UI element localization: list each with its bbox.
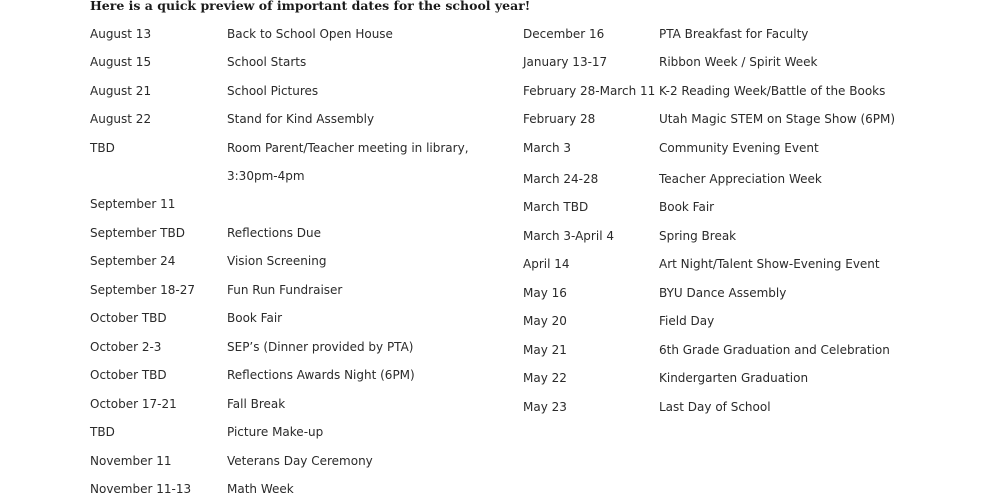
event-name: Room Parent/Teacher meeting in library, xyxy=(227,141,469,155)
event-name: Utah Magic STEM on Stage Show (6PM) xyxy=(659,112,896,126)
event-date: August 22 xyxy=(90,112,152,126)
event-date: TBD xyxy=(90,425,115,439)
event-name: Spring Break xyxy=(659,229,737,243)
event-name: Kindergarten Graduation xyxy=(659,371,809,385)
event-date: February 28 xyxy=(523,112,596,126)
event-name: Fun Run Fundraiser xyxy=(227,283,343,297)
event-date: October TBD xyxy=(90,311,167,325)
event-date: September 24 xyxy=(90,254,176,268)
event-date: May 16 xyxy=(523,286,567,300)
event-date: December 16 xyxy=(523,27,605,41)
event-date: November 11-13 xyxy=(90,482,192,496)
event-date: October 17-21 xyxy=(90,397,177,411)
event-name: K-2 Reading Week/Battle of the Books xyxy=(659,84,886,98)
calendar-row xyxy=(0,83,1000,99)
event-name: Veterans Day Ceremony xyxy=(227,454,373,468)
event-date: September 11 xyxy=(90,197,176,211)
event-date: May 22 xyxy=(523,371,567,385)
calendar-row xyxy=(0,171,1000,187)
calendar-row xyxy=(0,342,1000,358)
event-date: May 20 xyxy=(523,314,567,328)
event-name: Book Fair xyxy=(659,200,715,214)
event-date: October 2-3 xyxy=(90,340,162,354)
calendar-row xyxy=(0,256,1000,272)
event-name: Math Week xyxy=(227,482,294,496)
event-date: May 21 xyxy=(523,343,567,357)
calendar-row xyxy=(0,453,500,469)
event-name: PTA Breakfast for Faculty xyxy=(659,27,809,41)
calendar-row xyxy=(0,26,1000,42)
calendar-row xyxy=(0,313,1000,329)
event-name: Vision Screening xyxy=(227,254,327,268)
event-date: August 13 xyxy=(90,27,152,41)
event-date: November 11 xyxy=(90,454,172,468)
calendar-row xyxy=(0,199,1000,215)
calendar-row xyxy=(0,481,500,497)
event-date: September 18-27 xyxy=(90,283,196,297)
page-heading: Here is a quick preview of important dates for the school year! xyxy=(90,0,531,13)
calendar-row xyxy=(0,140,1000,156)
event-name: Reflections Awards Night (6PM) xyxy=(227,368,415,382)
calendar-row xyxy=(0,285,1000,301)
event-name: Teacher Appreciation Week xyxy=(659,172,822,186)
event-date: April 14 xyxy=(523,257,570,271)
event-name: Stand for Kind Assembly xyxy=(227,112,375,126)
event-name: Book Fair xyxy=(227,311,283,325)
event-name: Picture Make-up xyxy=(227,425,324,439)
event-date: August 21 xyxy=(90,84,152,98)
event-date: March 24-28 xyxy=(523,172,599,186)
event-date: August 15 xyxy=(90,55,152,69)
event-date: March TBD xyxy=(523,200,589,214)
event-name: Ribbon Week / Spirit Week xyxy=(659,55,818,69)
calendar-row xyxy=(0,111,1000,127)
calendar-row xyxy=(0,370,1000,386)
event-date: May 23 xyxy=(523,400,567,414)
event-name: School Pictures xyxy=(227,84,319,98)
event-name: Last Day of School xyxy=(659,400,771,414)
event-date: October TBD xyxy=(90,368,167,382)
event-name: Art Night/Talent Show-Evening Event xyxy=(659,257,880,271)
event-name: SEP’s (Dinner provided by PTA) xyxy=(227,340,414,354)
event-date: TBD xyxy=(90,141,115,155)
calendar-row xyxy=(0,399,1000,415)
event-date: January 13-17 xyxy=(523,55,608,69)
event-name: School Starts xyxy=(227,55,307,69)
calendar-row xyxy=(0,54,1000,70)
event-date: March 3 xyxy=(523,141,572,155)
event-name: Field Day xyxy=(659,314,715,328)
event-name: Community Evening Event xyxy=(659,141,819,155)
event-name: BYU Dance Assembly xyxy=(659,286,787,300)
calendar-row xyxy=(0,228,1000,244)
event-date: March 3-April 4 xyxy=(523,229,614,243)
event-name: Fall Break xyxy=(227,397,286,411)
event-date: February 28-March 11 xyxy=(523,84,656,98)
event-name: Back to School Open House xyxy=(227,27,393,41)
event-date: September TBD xyxy=(90,226,185,240)
event-name: 6th Grade Graduation and Celebration xyxy=(659,343,890,357)
calendar-row xyxy=(0,424,500,440)
event-name: 3:30pm-4pm xyxy=(227,169,305,183)
event-name: Reflections Due xyxy=(227,226,322,240)
